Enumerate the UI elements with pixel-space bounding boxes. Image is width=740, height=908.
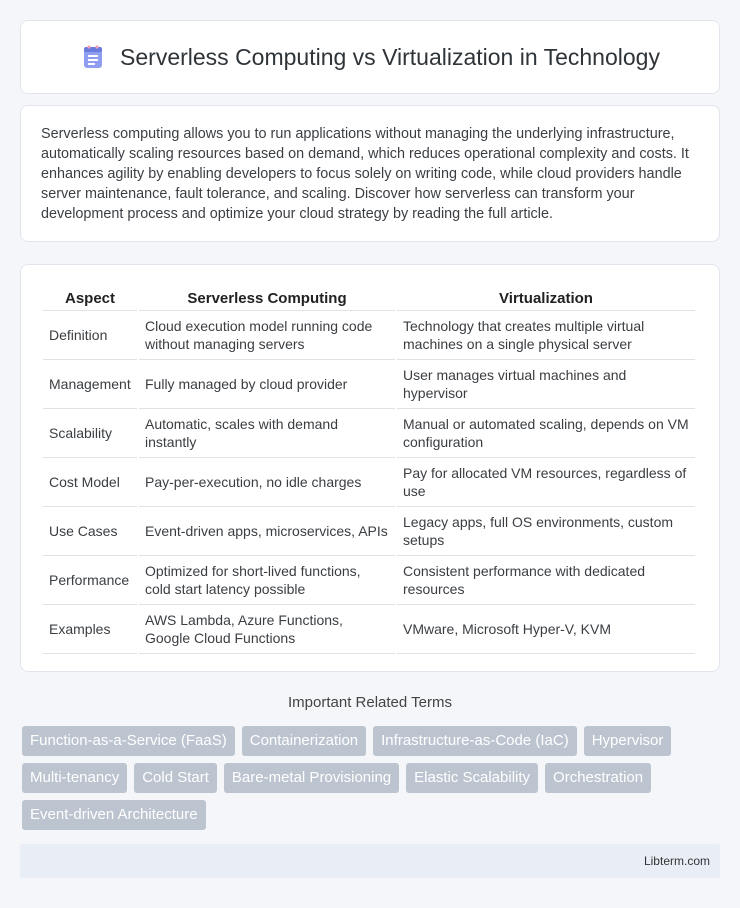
related-term-tag[interactable]: Bare-metal Provisioning	[224, 763, 399, 793]
row-serverless: Fully managed by cloud provider	[139, 360, 395, 409]
table-row	[43, 556, 695, 605]
row-aspect: Performance	[43, 556, 137, 605]
related-term-tag[interactable]: Containerization	[242, 726, 366, 756]
row-serverless: Event-driven apps, microservices, APIs	[139, 507, 395, 556]
row-virtualization: Legacy apps, full OS environments, custom setups	[397, 507, 695, 556]
row-serverless: Optimized for short-lived functions, cold start latency possible	[139, 556, 395, 605]
comparison-table	[41, 287, 697, 654]
table-row	[43, 360, 695, 409]
header-aspect: Aspect	[43, 287, 137, 311]
intro-text: Serverless computing allows you to run applications without managing the underlying infrastructure, automatically scaling resources based on demand, which reduces operational complexity and costs. It enhances agility by enabling developers to focus solely on writing code, while cloud providers handle server maintenance, fault tolerance, and scaling. Discover how serverless can transform your development process and optimize your cloud strategy by reading the full article.	[41, 126, 689, 222]
related-term-tag[interactable]: Event-driven Architecture	[22, 800, 206, 830]
related-term-tag[interactable]: Multi-tenancy	[22, 763, 127, 793]
row-aspect: Management	[43, 360, 137, 409]
related-terms-title: Important Related Terms	[288, 694, 452, 711]
table-header-row	[43, 287, 695, 311]
related-term-tag[interactable]: Infrastructure-as-Code (IaC)	[373, 726, 577, 756]
row-serverless: Pay-per-execution, no idle charges	[139, 458, 395, 507]
footer-brand-link[interactable]: Libterm.com	[643, 854, 710, 868]
row-aspect: Examples	[43, 605, 137, 654]
row-serverless: Cloud execution model running code without managing servers	[139, 311, 395, 360]
title-card	[20, 20, 720, 94]
table-row	[43, 311, 695, 360]
row-virtualization: User manages virtual machines and hypervisor	[397, 360, 695, 409]
header-serverless: Serverless Computing	[139, 287, 395, 311]
table-row	[43, 605, 695, 654]
related-term-tag[interactable]: Cold Start	[134, 763, 217, 793]
row-aspect: Cost Model	[43, 458, 137, 507]
row-aspect: Scalability	[43, 409, 137, 458]
row-virtualization: Technology that creates multiple virtual machines on a single physical server	[397, 311, 695, 360]
footer	[20, 844, 720, 878]
row-virtualization: Consistent performance with dedicated resources	[397, 556, 695, 605]
related-term-tag[interactable]: Elastic Scalability	[406, 763, 538, 793]
row-serverless: Automatic, scales with demand instantly	[139, 409, 395, 458]
table-row	[43, 458, 695, 507]
intro-card	[20, 105, 720, 242]
page-title: Serverless Computing vs Virtualization in Technology	[120, 43, 660, 70]
comparison-card	[20, 264, 720, 672]
row-aspect: Definition	[43, 311, 137, 360]
row-serverless: AWS Lambda, Azure Functions, Google Cloud Functions	[139, 605, 395, 654]
header-virtualization: Virtualization	[397, 287, 695, 311]
related-term-tag[interactable]: Hypervisor	[584, 726, 672, 756]
related-term-tag[interactable]: Function-as-a-Service (FaaS)	[22, 726, 235, 756]
table-row	[43, 409, 695, 458]
row-virtualization: VMware, Microsoft Hyper-V, KVM	[397, 605, 695, 654]
row-aspect: Use Cases	[43, 507, 137, 556]
row-virtualization: Pay for allocated VM resources, regardless of use	[397, 458, 695, 507]
related-terms-list	[22, 726, 722, 830]
row-virtualization: Manual or automated scaling, depends on VM configuration	[397, 409, 695, 458]
related-term-tag[interactable]: Orchestration	[545, 763, 651, 793]
document-icon	[80, 44, 106, 70]
table-row	[43, 507, 695, 556]
